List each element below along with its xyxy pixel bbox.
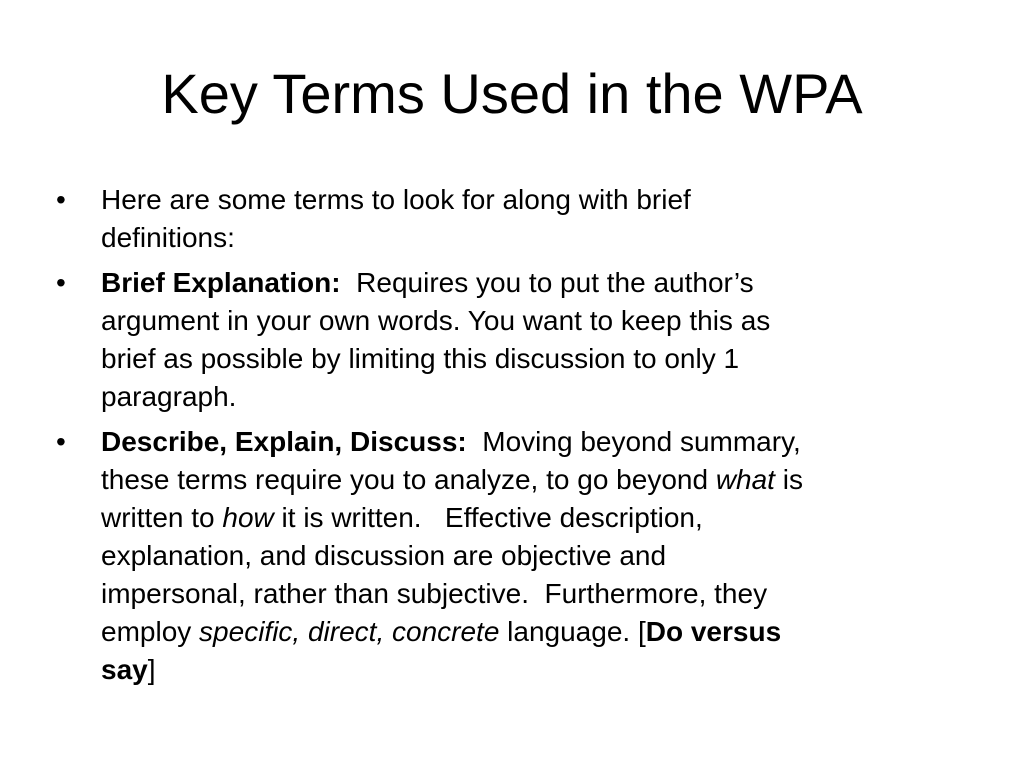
bullet-text-line: brief as possible by limiting this discussion to only 1 <box>101 343 740 374</box>
emphasis-text: how <box>222 502 274 533</box>
bullet-text-line: these terms require you to analyze, to go beyond <box>101 464 709 495</box>
slide-title: Key Terms Used in the WPA <box>161 62 863 125</box>
bullet-icon: • <box>56 426 66 457</box>
bullet-icon: • <box>56 267 66 298</box>
term-label: Describe, Explain, Discuss: <box>101 426 467 457</box>
bullet-item-describe-explain-discuss <box>56 423 976 689</box>
bullet-item-brief-explanation <box>56 264 976 416</box>
bullet-list <box>56 181 976 696</box>
bullet-text-line: written to <box>101 502 215 533</box>
bullet-text-line: impersonal, rather than subjective. Furthermore, they <box>101 578 768 609</box>
bullet-text-line: explanation, and discussion are objective and <box>101 540 667 571</box>
strong-text: Do versus <box>645 616 782 647</box>
bullet-text-line: employ <box>101 616 192 647</box>
strong-text: say <box>101 654 148 685</box>
bullet-text-line: language. [ <box>507 616 646 647</box>
bullet-item-intro <box>56 181 976 257</box>
bullet-icon: • <box>56 184 66 215</box>
bullet-text-line: argument in your own words. You want to keep this as <box>101 305 771 336</box>
emphasis-text: specific, direct, concrete <box>199 616 500 647</box>
emphasis-text: what <box>715 464 775 495</box>
term-label: Brief Explanation: <box>101 267 341 298</box>
bullet-text-line: Requires you to put the author’s <box>356 267 754 298</box>
bullet-text-line: paragraph. <box>101 381 237 412</box>
bullet-text-line: is <box>782 464 803 495</box>
bullet-text-line: it is written. Effective description, <box>281 502 703 533</box>
bullet-text-line: Here are some terms to look for along with brief <box>101 184 691 215</box>
bullet-text-line: Moving beyond summary, <box>482 426 801 457</box>
bullet-text-line: ] <box>147 654 156 685</box>
bullet-text-line: definitions: <box>101 222 235 253</box>
